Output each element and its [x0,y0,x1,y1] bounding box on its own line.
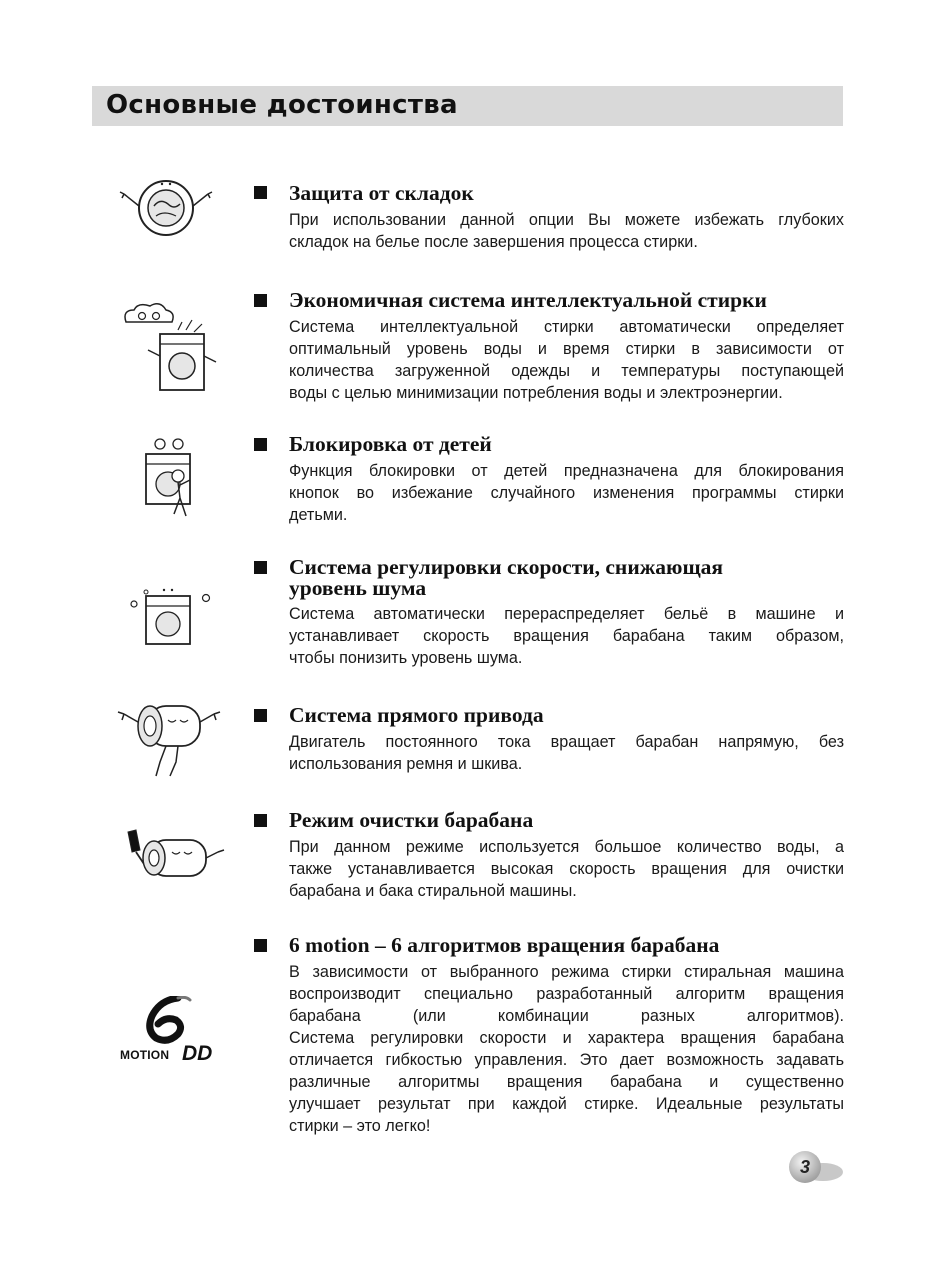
text-line: различные алгоритмы вращения барабана и существенно [289,1073,844,1091]
washer-crease-icon [118,176,214,240]
feature-description [289,731,844,775]
drum-clean-icon [114,828,226,886]
text-line: кнопок во избежание случайного изменения программы стирки [289,484,844,502]
text-line: воспроизводит специально разработанный алгоритм вращения [289,985,844,1003]
text-line: воды с целью минимизации потребления воды и электроэнергии. [289,384,783,402]
feature-title: Блокировка от детей [289,432,492,456]
page-number-badge [783,1150,845,1186]
6-motion-numeral-icon [120,996,220,1044]
feature-description [289,961,844,1137]
text-line: детьми. [289,506,348,524]
text-line: В зависимости от выбранного режима стирки стиральная машина [289,963,844,981]
bullet-square [254,294,267,307]
text-line: оптимальный уровень воды и время стирки в зависимости от [289,340,844,358]
logo-motion-text: MOTION [120,1048,170,1062]
text-line: Двигатель постоянного тока вращает барабан напрямую, без [289,733,844,751]
text-line: При использовании данной опции Вы можете избежать глубоких [289,211,844,229]
text-line: складок на белье после завершения процесса стирки. [289,233,698,251]
smart-washer-icon [120,300,224,396]
feature-title: 6 motion – 6 алгоритмов вращения барабана [289,933,720,957]
logo-dd-text: DD [182,1042,213,1065]
feature-description [289,460,844,526]
bullet-square [254,709,267,722]
feature-title: Система прямого привода [289,703,544,727]
6-motion-dd-logo [120,996,220,1070]
direct-drive-motor-icon [116,690,224,782]
text-line: также устанавливается высокая скорость вращения для очистки [289,860,844,878]
bullet-square [254,438,267,451]
bullet-square [254,939,267,952]
page-title: Основные достоинства [106,90,458,120]
text-line: стирки – это легко! [289,1117,431,1135]
header-bar [92,86,843,126]
text-line: чтобы понизить уровень шума. [289,649,523,667]
feature-title: Режим очистки барабана [289,808,534,832]
feature-title-line: уровень шума [289,576,427,600]
bullet-square [254,561,267,574]
text-line: При данном режиме используется большое количество воды, а [289,838,844,856]
text-line: устанавливает скорость вращения барабана таким образом, [289,627,844,645]
feature-description [289,603,844,669]
text-line: Система автоматически перераспределяет бельё в машине и [289,605,844,623]
bullet-square [254,814,267,827]
text-line: использования ремня и шкива. [289,755,523,773]
noise-reduction-washer-icon [126,584,214,650]
page-number: 3 [799,1157,810,1177]
text-line: Система интеллектуальной стирки автоматически определяет [289,318,844,336]
feature-title: Защита от складок [289,181,474,205]
text-line: отличается гибкостью управления. Это дает возможность задавать [289,1051,844,1069]
text-line: барабана и бака стиральной машины. [289,882,577,900]
child-lock-icon [138,436,202,528]
feature-description [289,316,844,404]
feature-description [289,209,844,253]
bullet-square [254,186,267,199]
text-line: количества загруженной одежды и температуры поступающей [289,362,844,380]
text-line: Функция блокировки от детей предназначена для блокирования [289,462,844,480]
feature-title [289,557,829,599]
text-line: барабана (или комбинации разных алгоритмов). [289,1007,844,1025]
text-line: Система регулировки скорости и характера вращения барабана [289,1029,844,1047]
feature-description [289,836,844,902]
feature-title-line: Система регулировки скорости, снижающая [289,555,724,579]
feature-title: Экономичная система интеллектуальной стирки [289,288,767,312]
text-line: улучшает результат при каждой стирке. Идеальные результаты [289,1095,844,1113]
